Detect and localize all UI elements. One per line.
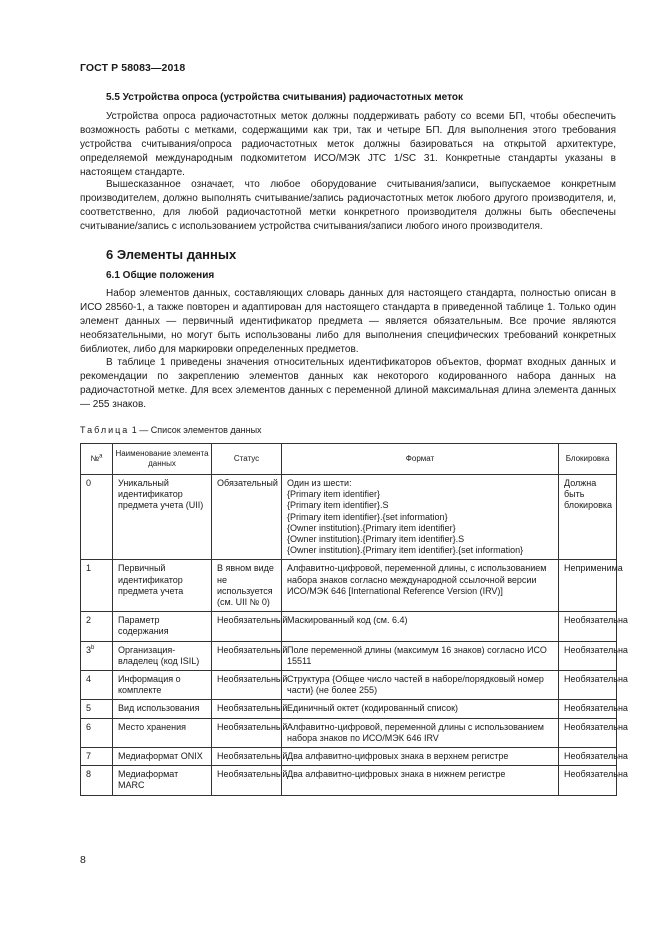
cell-status: Необязательный [212,748,282,766]
cell-format [282,718,559,747]
format-line: {Owner institution}.{Primary item identifier}.{set information} [287,545,524,556]
format-line: Поле переменной длины (максимум 16 знаков) согласно ИСО 15511 [287,644,547,666]
cell-number: 0 [81,475,113,560]
cell-format [282,766,559,795]
cell-status: Необязательный [212,671,282,700]
header-status: Статус [212,444,282,475]
section-5-5-heading: 5.5 Устройства опроса (устройства считывания) радиочастотных меток [106,92,463,103]
cell-number: 8 [81,766,113,795]
format-line: {Primary item identifier}.{set information} [287,511,448,522]
table-row [81,700,617,718]
table-row [81,748,617,766]
cell-number: 5 [81,700,113,718]
cell-element-name: Вид использования [113,700,212,718]
cell-number: 2 [81,612,113,641]
cell-format [282,560,559,612]
format-line: Один из шести: [287,478,352,488]
format-line: Два алфавитно-цифровых знака в верхнем регистре [287,751,509,762]
cell-element-name: Уникальный идентификатор предмета учета (UII) [113,475,212,560]
table-header-row [81,444,617,475]
cell-lock: Необязательна [559,641,617,670]
section-6-1-paragraph-2: В таблице 1 приведены значения относительных идентификаторов объектов, формат входных данных и рекомендации по закреплению элементов данных как некоторого кодированного набора данных на радиочастотной метке. Для всех элементов данных с переменной длиной максимальная длина элемента данных — 255 знаков. [80,357,616,410]
table-row [81,475,617,560]
header-lock: Блокировка [559,444,617,475]
cell-status: Необязательный [212,766,282,795]
section-6-1-heading: 6.1 Общие положения [106,270,215,281]
cell-format [282,700,559,718]
cell-lock: Необязательна [559,671,617,700]
section-5-5-paragraph-2: Вышесказанное означает, что любое оборудование считывания/записи, выпускаемое конкретным производителем, должно выполнять считывание/запись радиочастотных меток любого другого производителя, и, соответственно, для любой радиочастотной метки конкретного производителя должны быть обеспечены считывание/запись с использованием устройства считывания/записи любого иного производителя. [80,179,616,232]
format-line: {Owner institution}.{Primary item identifier}.S [287,534,465,545]
cell-format [282,641,559,670]
cell-lock: Необязательна [559,748,617,766]
cell-number: 6 [81,718,113,747]
cell-lock: Необязательна [559,718,617,747]
table-row [81,718,617,747]
format-line: Два алфавитно-цифровых знака в нижнем регистре [287,769,506,780]
section-5-5-paragraph-1: Устройства опроса радиочастотных меток должны поддерживать работу со всеми БП, чтобы обеспечить возможность работы с метками, содержащими как три, так и четыре БП. Для выполнения этого требования устройства считывания/опроса радиочастотных меток должны базироваться на открытой архитектуре, определяемой международным подкомитетом ИСО/МЭК JTC 1/SC 31. Конкретные стандарты указаны в настоящем стандарте. [80,111,616,178]
format-line: Алфавитно-цифровой, переменной длины с использованием набора знаков по ИСО/МЭК 646 IRV [287,721,544,743]
format-line: Единичный октет (кодированный список) [287,703,459,714]
format-line: {Primary item identifier}.S [287,500,389,511]
format-line: Маскированный код (см. 6.4) [287,615,408,626]
standard-header: ГОСТ Р 58083—2018 [80,62,186,74]
table-row [81,641,617,670]
cell-lock: Должна быть блокировка [559,475,617,560]
cell-number: 7 [81,748,113,766]
format-line: Структура {Общее число частей в наборе/порядковый номер части} (не более 255) [287,674,544,696]
cell-element-name: Место хранения [113,718,212,747]
cell-number: 4 [81,671,113,700]
cell-lock: Неприменима [559,560,617,612]
header-format: Формат [282,444,559,475]
cell-lock: Необязательна [559,700,617,718]
cell-element-name: Медиаформат ONIX [113,748,212,766]
format-line: Алфавитно-цифровой, переменной длины, с использованием набора знаков согласно международной ссылочной версии ИСО/МЭК 646 [International Reference Version (IRV)] [287,563,547,596]
page-number: 8 [80,854,86,866]
cell-format [282,671,559,700]
format-line: {Primary item identifier} [287,489,381,500]
cell-element-name: Медиаформат MARC [113,766,212,795]
header-element-name: Наименование элемента данных [113,444,212,475]
cell-format [282,612,559,641]
table-row [81,671,617,700]
table-row [81,560,617,612]
table-caption-title: 1 — Список элементов данных [129,425,262,435]
table-caption-label: Таблица [80,425,130,435]
cell-number: 3$^b$ [81,641,113,670]
cell-format [282,475,559,560]
cell-lock: Необязательна [559,612,617,641]
cell-element-name: Информация о комплекте [113,671,212,700]
table-row [81,766,617,795]
table-caption [80,425,262,435]
cell-number: 1 [81,560,113,612]
cell-status: Необязательный [212,612,282,641]
table-row [81,612,617,641]
cell-status: Обязательный [212,475,282,560]
cell-element-name: Первичный идентификатор предмета учета [113,560,212,612]
cell-format [282,748,559,766]
cell-element-name: Параметр содержания [113,612,212,641]
cell-element-name: Организация-владелец (код ISIL) [113,641,212,670]
header-number: №$^а$ [81,444,113,475]
section-6-1-paragraph-1: Набор элементов данных, составляющих словарь данных для настоящего стандарта, полностью описан в ИСО 28560-1, а также повторен и адаптирован для настоящего стандарта в приведенной таблице 1. Только один элемент данных — первичный идентификатор предмета — является обязательным. Все прочие являются необязательными, но могут быть использованы либо для выполнения специфических требований конкретных библиотек, либо для маркировки определенных предметов. [80,288,616,355]
data-elements-table [80,443,628,796]
cell-status: Необязательный [212,718,282,747]
format-line: {Owner institution}.{Primary item identifier} [287,522,456,533]
section-6-heading: 6 Элементы данных [106,247,237,262]
cell-lock: Необязательна [559,766,617,795]
cell-status: В явном виде не используется (см. UII № 0) [212,560,282,612]
cell-status: Необязательный [212,700,282,718]
cell-status: Необязательный [212,641,282,670]
